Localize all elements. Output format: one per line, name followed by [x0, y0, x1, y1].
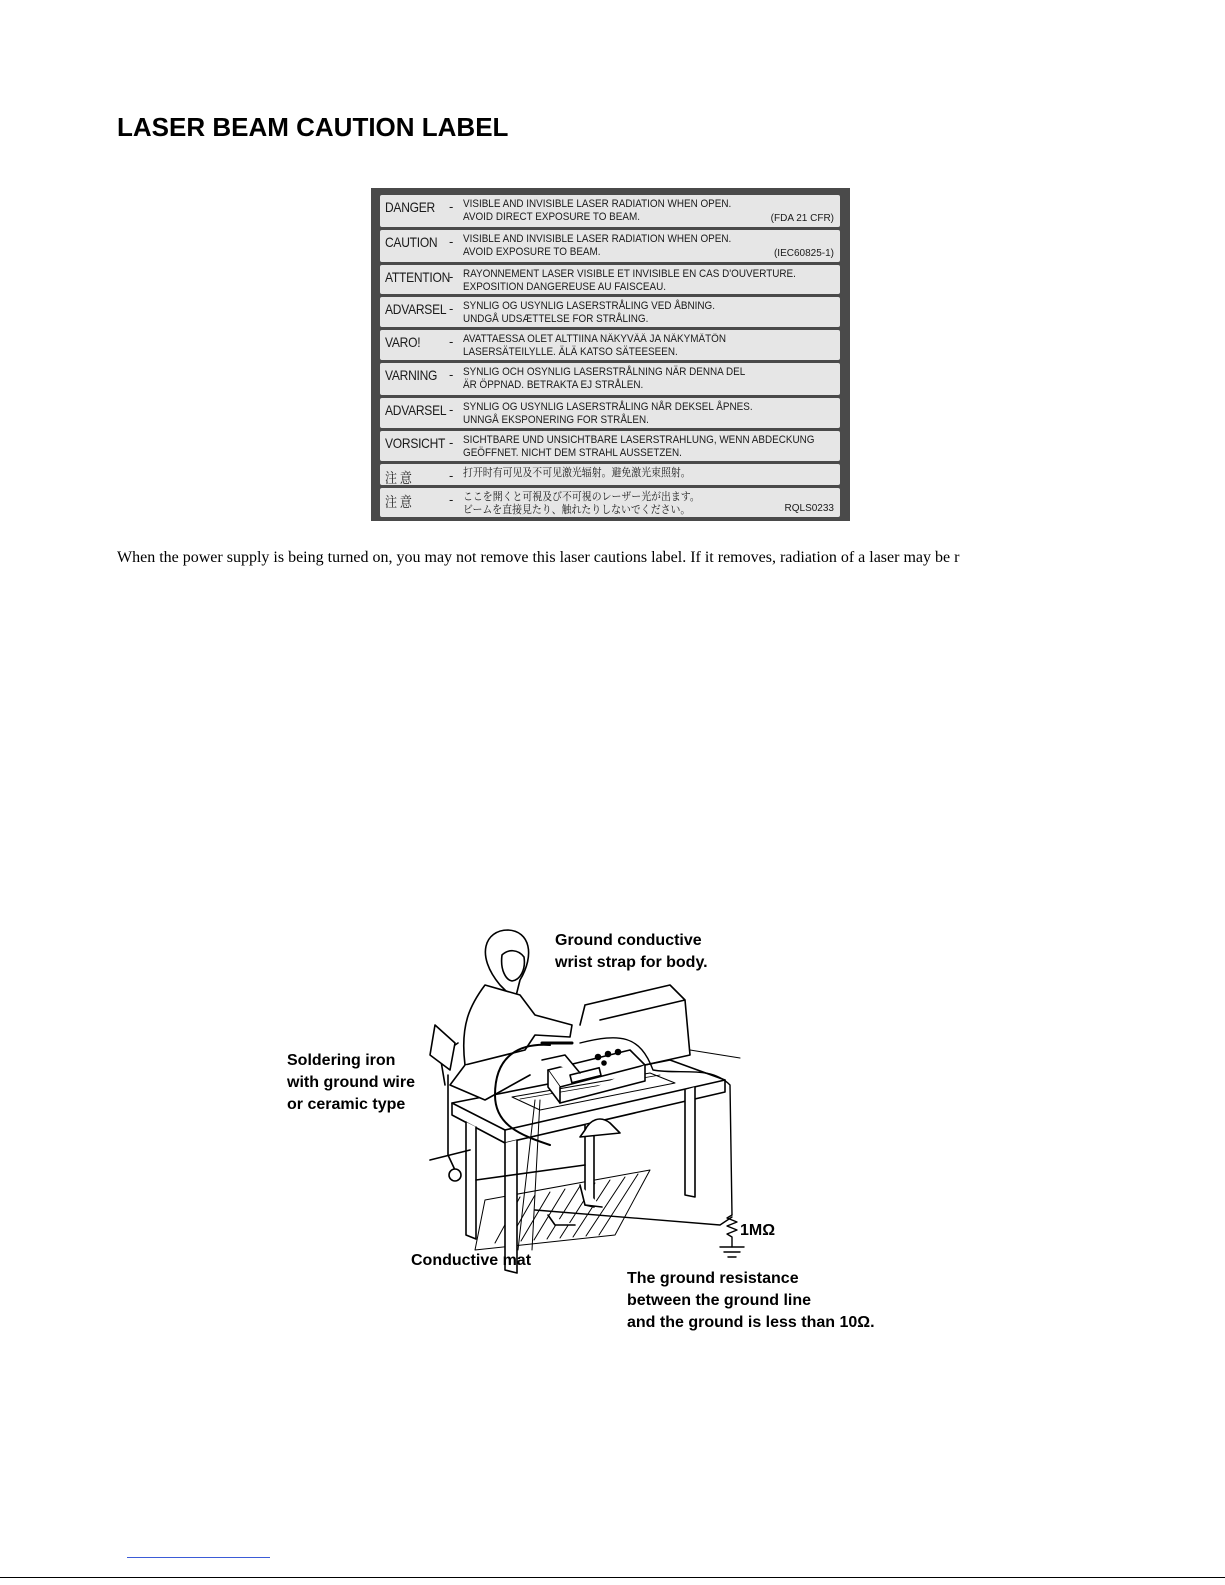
label-line: UNDGÅ UDSÆTTELSE FOR STRÅLING. [463, 313, 649, 325]
table-leg [466, 1122, 476, 1239]
label-row [380, 330, 840, 360]
label-keyword: CAUTION [385, 234, 438, 250]
label-keyword: VARNING [385, 367, 438, 383]
label-line: ÄR ÖPPNAD. BETRAKTA EJ STRÅLEN. [463, 379, 644, 391]
label-text [463, 434, 815, 460]
label-keyword: ATTENTION [385, 269, 451, 285]
footer-rule [0, 1577, 1225, 1578]
label-row [380, 195, 840, 227]
label-row [380, 398, 840, 428]
label-dash: - [449, 199, 454, 214]
label-line: AVOID DIRECT EXPOSURE TO BEAM. [463, 211, 640, 223]
page-heading: LASER BEAM CAUTION LABEL [117, 112, 509, 142]
label-dash: - [449, 367, 454, 382]
label-line: AVOID EXPOSURE TO BEAM. [463, 246, 601, 258]
label-text [463, 198, 731, 224]
floor-mat [475, 1170, 650, 1250]
esd-precaution-illustration [280, 925, 930, 1355]
footer-link-underline[interactable] [127, 1557, 270, 1558]
label-keyword: ADVARSEL [385, 301, 447, 317]
label-line: EXPOSITION DANGEREUSE AU FAISCEAU. [463, 281, 667, 293]
label-row [380, 431, 840, 461]
label-line: GEÖFFNET. NICHT DEM STRAHL AUSSETZEN. [463, 447, 682, 459]
label-keyword: 注 意 [385, 494, 412, 510]
label-dash: - [449, 468, 454, 483]
label-dash: - [449, 492, 454, 507]
label-row [380, 464, 840, 485]
label-line: 打开时有可见及不可见激光辐射。避免激光束照射。 [463, 467, 691, 479]
label-keyword: ADVARSEL [385, 402, 447, 418]
label-dash: - [449, 402, 454, 417]
label-row [380, 297, 840, 327]
label-line: UNNGÅ EKSPONERING FOR STRÅLEN. [463, 414, 649, 426]
label-dash: - [449, 334, 454, 349]
label-line: VISIBLE AND INVISIBLE LASER RADIATION WHEN OPEN. [463, 233, 732, 245]
table-leg [685, 1087, 695, 1197]
callout-line: Soldering iron [287, 1052, 396, 1069]
ground-resistance-callout [627, 1268, 875, 1334]
resistor-callout: 1MΩ [740, 1222, 776, 1239]
label-text [463, 491, 700, 517]
callout-line: or ceramic type [287, 1096, 406, 1113]
label-line: SICHTBARE UND UNSICHTBARE LASERSTRAHLUNG, WENN ABDECKUNG [463, 434, 815, 446]
label-text [463, 233, 731, 259]
callout-line: between the ground line [627, 1292, 812, 1309]
label-dash: - [449, 269, 454, 284]
label-row [380, 230, 840, 262]
label-text [463, 268, 796, 294]
callout-line: with ground wire [287, 1074, 415, 1091]
label-text [463, 300, 715, 326]
label-keyword: VORSICHT [385, 435, 446, 451]
label-row [380, 488, 840, 517]
label-text [463, 467, 691, 480]
enclosure [580, 985, 690, 1065]
label-line: AVATTAESSA OLET ALTTIINA NÄKYVÄÄ JA NÄKYMÄTÖN [463, 333, 726, 345]
warning-paragraph: When the power supply is being turned on, you may not remove this laser cautions label. If it removes, radiation of a laser may be r [117, 549, 960, 566]
laser-caution-label-photo [371, 188, 850, 521]
label-keyword: 注 意 [385, 470, 412, 486]
label-reference: (IEC60825-1) [773, 248, 834, 259]
callout-line: Ground conductive [555, 932, 702, 949]
label-reference: (FDA 21 CFR) [770, 213, 834, 224]
wrist-strap-callout [555, 930, 708, 974]
label-dash: - [449, 301, 454, 316]
label-text [463, 366, 745, 392]
label-text [463, 401, 753, 427]
label-line: VISIBLE AND INVISIBLE LASER RADIATION WHEN OPEN. [463, 198, 732, 210]
label-reference: RQLS0233 [784, 503, 834, 514]
label-line: LASERSÄTEILYLLE. ÄLÄ KATSO SÄTEESEEN. [463, 346, 678, 358]
label-dash: - [449, 234, 454, 249]
label-row [380, 363, 840, 395]
label-keyword: DANGER [385, 199, 435, 215]
label-line: SYNLIG OG USYNLIG LASERSTRÅLING VED ÅBNING. [463, 300, 715, 312]
label-keyword: VARO! [385, 334, 421, 350]
label-row [380, 265, 840, 294]
label-line: SYNLIG OG USYNLIG LASERSTRÅLING NÅR DEKSEL ÅPNES. [463, 401, 753, 413]
callout-line: and the ground is less than 10Ω. [627, 1314, 875, 1331]
label-line: RAYONNEMENT LASER VISIBLE ET INVISIBLE EN CAS D'OUVERTURE. [463, 268, 796, 280]
soldering-iron-callout [287, 1050, 415, 1116]
label-line: SYNLIG OCH OSYNLIG LASERSTRÅLNING NÄR DENNA DEL [463, 366, 746, 378]
label-line: ビームを直接見たり、触れたりしないでください。 [463, 504, 691, 516]
label-line: ここを開くと可視及び不可視のレーザー光が出ます。 [463, 491, 700, 503]
callout-line: The ground resistance [627, 1270, 799, 1287]
label-dash: - [449, 435, 454, 450]
callout-line: wrist strap for body. [555, 954, 708, 971]
label-text [463, 333, 726, 359]
conductive-mat-callout: Conductive mat [411, 1252, 532, 1269]
